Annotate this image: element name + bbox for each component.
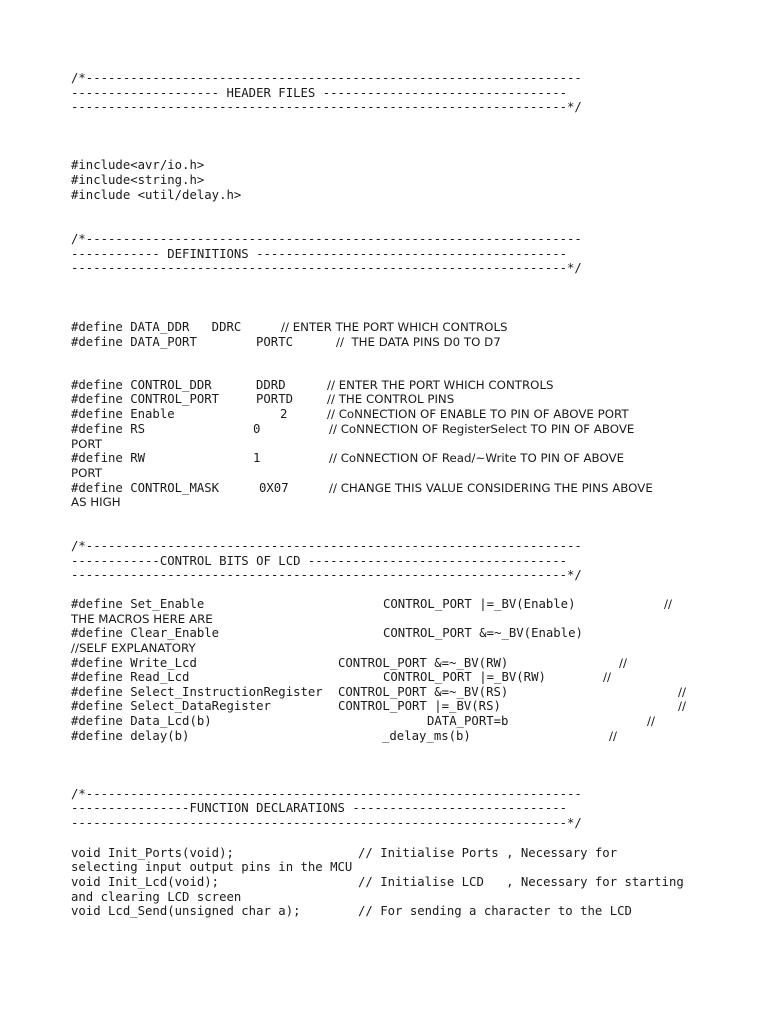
define-rs-value: 0 <box>253 422 261 436</box>
function-decl-comment-wrap: selecting input output pins in the MCU <box>71 860 353 874</box>
control-bits-rule-bottom: -------------------------------------------------------------------*/ <box>71 568 582 582</box>
macro-clear-enable-body: CONTROL_PORT &=~_BV(Enable) <box>383 626 583 640</box>
macro-read-lcd-body: CONTROL_PORT |=_BV(RW) <box>383 670 546 684</box>
define-control-mask-comment-wrap: AS HIGH <box>71 495 121 509</box>
define-rs-comment-wrap: PORT <box>71 437 102 451</box>
include-line: #include <util/delay.h> <box>71 188 242 202</box>
define-data-port-value: PORTC <box>256 335 294 349</box>
macro-write-lcd-comment: // <box>619 656 627 670</box>
function-decl-comment: // For sending a character to the LCD <box>358 904 632 918</box>
define-control-port-comment: // THE CONTROL PINS <box>327 392 455 406</box>
function-decl-comment-wrap: and clearing LCD screen <box>71 890 242 904</box>
define-control-mask: #define CONTROL_MASK <box>71 481 220 495</box>
macro-write-lcd: #define Write_Lcd <box>71 656 197 670</box>
definitions-rule-bottom: -------------------------------------------------------------------*/ <box>71 261 582 275</box>
define-data-ddr-comment: // ENTER THE PORT WHICH CONTROLS <box>281 320 508 334</box>
macro-read-lcd: #define Read_Lcd <box>71 670 190 684</box>
function-decl: void Init_Ports(void); <box>71 846 234 860</box>
define-control-ddr: #define CONTROL_DDR <box>71 378 212 392</box>
definitions-title: ------------ DEFINITIONS ------------------------------------------ <box>71 247 568 261</box>
function-decl: void Init_Lcd(void); <box>71 875 220 889</box>
header-files-title: -------------------- HEADER FILES --------------------------------- <box>71 86 568 100</box>
macro-data-lcd: #define Data_Lcd(b) <box>71 714 212 728</box>
define-enable-value: 2 <box>280 407 288 421</box>
macro-delay: #define delay(b) <box>71 729 190 743</box>
control-bits-rule-top: /*------------------------------------------------------------------- <box>71 539 582 553</box>
macro-set-enable: #define Set_Enable <box>71 597 205 611</box>
header-files-rule-bottom: -------------------------------------------------------------------*/ <box>71 100 582 114</box>
function-declarations-rule-bottom: -------------------------------------------------------------------*/ <box>71 816 582 830</box>
define-control-mask-comment: // CHANGE THIS VALUE CONSIDERING THE PINS ABOVE <box>329 481 653 495</box>
define-enable: #define Enable <box>71 407 175 421</box>
macro-set-enable-body: CONTROL_PORT |=_BV(Enable) <box>383 597 576 611</box>
macro-data-lcd-comment: // <box>647 714 655 728</box>
define-data-port-comment: // THE DATA PINS D0 TO D7 <box>336 335 501 349</box>
function-declarations-rule-top: /*------------------------------------------------------------------- <box>71 787 582 801</box>
macro-write-lcd-body: CONTROL_PORT &=~_BV(RW) <box>338 656 509 670</box>
function-decl-comment: // Initialise LCD , Necessary for starting <box>358 875 684 889</box>
function-declarations-title: ----------------FUNCTION DECLARATIONS ----------------------------- <box>71 801 568 815</box>
definitions-rule-top: /*------------------------------------------------------------------- <box>71 232 582 246</box>
macro-select-data-register-body: CONTROL_PORT |=_BV(RS) <box>338 699 501 713</box>
define-rw: #define RW <box>71 451 146 465</box>
control-bits-title: ------------CONTROL BITS OF LCD ----------------------------------- <box>71 554 568 568</box>
macro-clear-enable-comment-wrap: //SELF EXPLANATORY <box>71 641 196 655</box>
define-data-port: #define DATA_PORT <box>71 335 197 349</box>
define-control-port-value: PORTD <box>256 392 294 406</box>
macro-delay-comment: // <box>609 729 617 743</box>
define-rw-value: 1 <box>253 451 261 465</box>
macro-clear-enable: #define Clear_Enable <box>71 626 220 640</box>
macro-data-lcd-body: DATA_PORT=b <box>427 714 509 728</box>
define-control-port: #define CONTROL_PORT <box>71 392 220 406</box>
macro-set-enable-comment: // <box>664 597 672 611</box>
define-control-ddr-comment: // ENTER THE PORT WHICH CONTROLS <box>327 378 554 392</box>
function-decl: void Lcd_Send(unsigned char a); <box>71 904 301 918</box>
macro-read-lcd-comment: // <box>603 670 611 684</box>
macro-select-instruction-register: #define Select_InstructionRegister <box>71 685 323 699</box>
include-line: #include<avr/io.h> <box>71 158 205 172</box>
define-rs-comment: // CoNNECTION OF RegisterSelect TO PIN OF ABOVE <box>329 422 635 436</box>
define-rw-comment-wrap: PORT <box>71 466 102 480</box>
header-files-rule-top: /*------------------------------------------------------------------- <box>71 71 582 85</box>
define-control-mask-value: 0X07 <box>259 481 289 495</box>
macro-select-instruction-register-body: CONTROL_PORT &=~_BV(RS) <box>338 685 509 699</box>
define-enable-comment: // CoNNECTION OF ENABLE TO PIN OF ABOVE PORT <box>327 407 629 421</box>
include-line: #include<string.h> <box>71 173 205 187</box>
define-data-ddr: #define DATA_DDR DDRC <box>71 320 242 334</box>
define-control-ddr-value: DDRD <box>256 378 286 392</box>
define-rw-comment: // CoNNECTION OF Read/~Write TO PIN OF ABOVE <box>329 451 625 465</box>
define-rs: #define RS <box>71 422 146 436</box>
macro-delay-body: _delay_ms(b) <box>382 729 471 743</box>
macro-select-data-register: #define Select_DataRegister <box>71 699 271 713</box>
function-decl-comment: // Initialise Ports , Necessary for <box>358 846 618 860</box>
macro-select-data-register-comment: // <box>678 699 686 713</box>
macro-select-instruction-register-comment: // <box>678 685 686 699</box>
macro-set-enable-comment-wrap: THE MACROS HERE ARE <box>71 612 213 626</box>
